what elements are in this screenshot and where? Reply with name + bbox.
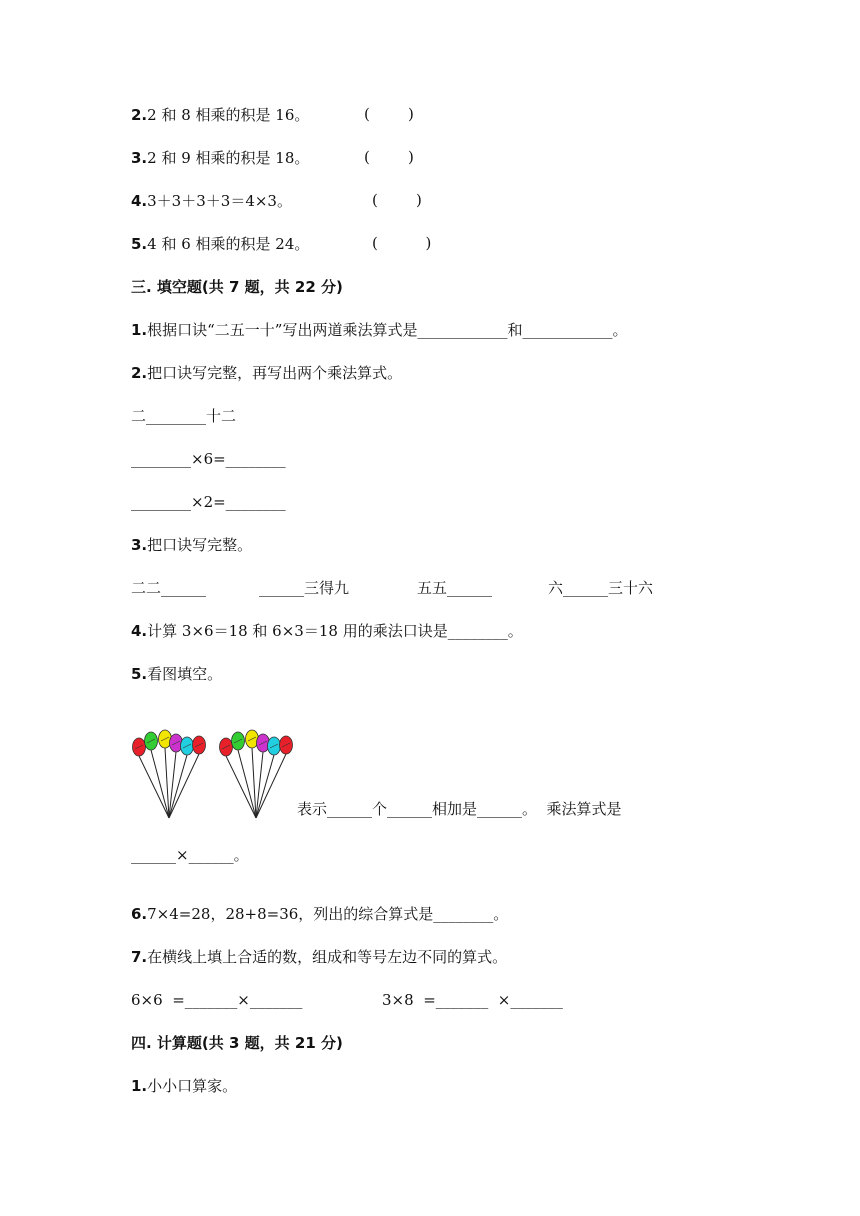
balloon-string <box>226 756 256 818</box>
judge-question-3: 3.2 和 9 相乘的积是 18。 <box>131 149 310 167</box>
fill-line[interactable]: ______×______。 <box>131 846 249 864</box>
fill-question-7: 7.在横线上填上合适的数，组成和等号左边不同的算式。 <box>131 948 508 966</box>
balloon-string <box>256 754 286 818</box>
fill-line[interactable]: 3×8 =_______ ×_______ <box>382 991 563 1009</box>
balloons-image <box>129 728 294 824</box>
balloon-string <box>238 750 256 818</box>
fill-question-3: 3.把口诀写完整。 <box>131 536 253 554</box>
balloon-string <box>169 754 199 818</box>
fill-question-1: 1.根据口诀“二五一十”写出两道乘法算式是____________和____________。 <box>131 321 628 339</box>
answer-paren[interactable]: ( ) <box>372 191 422 209</box>
fill-question-6: 6.7×4=28，28+8=36，列出的综合算式是________。 <box>131 905 509 923</box>
balloon-bunch <box>133 730 206 818</box>
fill-line[interactable]: 二________十二 <box>131 407 237 425</box>
judge-question-5: 5.4 和 6 相乘的积是 24。 <box>131 235 310 253</box>
balloon-bunch <box>220 730 293 818</box>
balloon-string <box>169 752 176 818</box>
fill-question-2: 2.把口诀写完整，再写出两个乘法算式。 <box>131 364 403 382</box>
answer-paren[interactable]: ( ) <box>372 234 432 252</box>
balloon-string <box>165 748 169 818</box>
rhyme-blank[interactable]: ______三得九 <box>259 579 350 597</box>
section-title: 三. 填空题(共 7 题，共 22 分) <box>131 278 343 296</box>
balloon-caption[interactable]: 表示______个______相加是______。 乘法算式是 <box>297 800 622 818</box>
balloon-string <box>252 748 256 818</box>
answer-paren[interactable]: ( ) <box>364 105 414 123</box>
answer-paren[interactable]: ( ) <box>364 148 414 166</box>
rhyme-blank[interactable]: 五五______ <box>417 579 493 597</box>
fill-question-5: 5.看图填空。 <box>131 665 223 683</box>
section-title: 四. 计算题(共 3 题，共 21 分) <box>131 1034 343 1052</box>
fill-line[interactable]: ________×6=________ <box>131 450 286 468</box>
fill-line[interactable]: 6×6 =_______×_______ <box>131 991 303 1009</box>
balloon-string <box>151 750 169 818</box>
fill-question-4: 4.计算 3×6＝18 和 6×3＝18 用的乘法口诀是________。 <box>131 622 523 640</box>
rhyme-blank[interactable]: 二二______ <box>131 579 207 597</box>
calc-question-1: 1.小小口算家。 <box>131 1077 238 1095</box>
balloon-string <box>256 752 263 818</box>
rhyme-blank[interactable]: 六______三十六 <box>548 579 654 597</box>
fill-line[interactable]: ________×2=________ <box>131 493 286 511</box>
judge-question-4: 4.3＋3＋3＋3＝4×3。 <box>131 192 292 210</box>
balloon-string <box>139 756 169 818</box>
judge-question-2: 2.2 和 8 相乘的积是 16。 <box>131 106 310 124</box>
